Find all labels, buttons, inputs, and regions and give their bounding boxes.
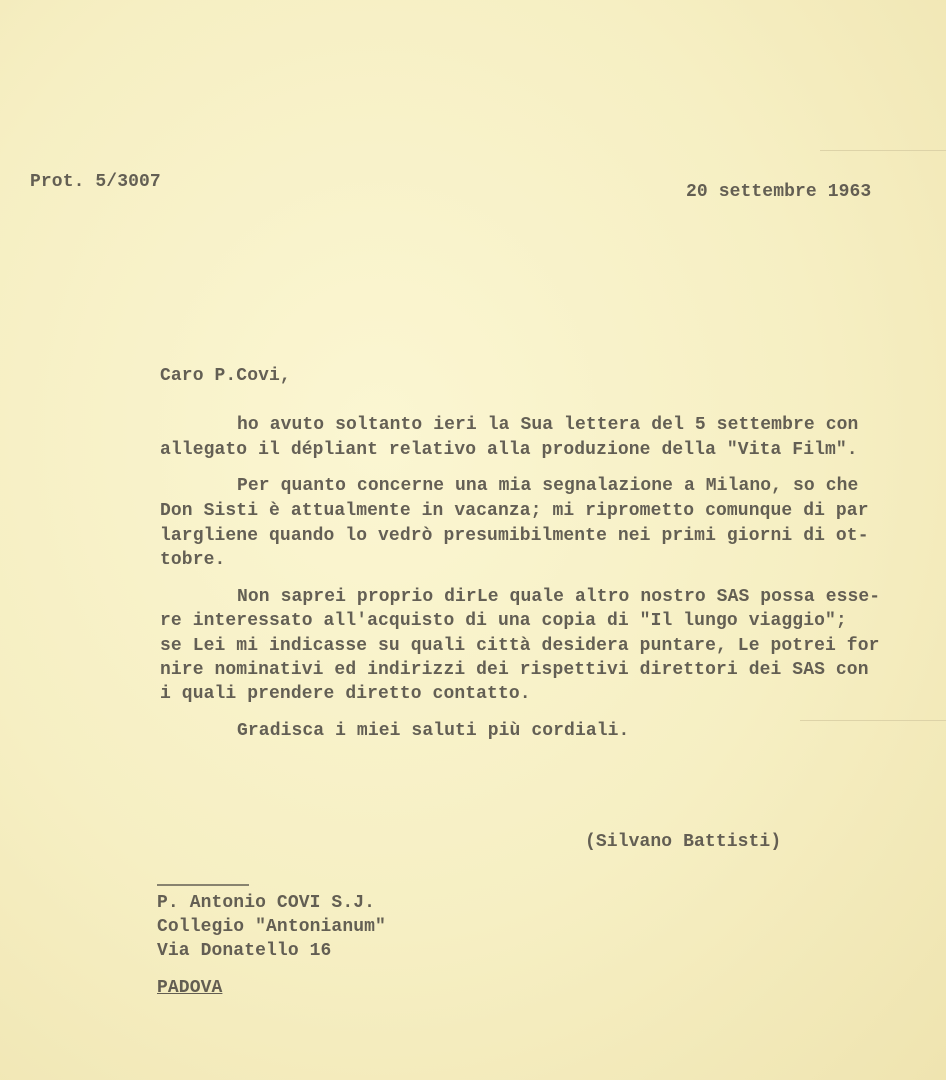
body-line: re interessato all'acquisto di una copia di "Il lungo viaggio"; — [160, 611, 847, 631]
address-divider — [157, 884, 249, 886]
address-line-2: Collegio "Antonianum" — [157, 917, 386, 937]
closing-line: Gradisca i miei saluti più cordiali. — [237, 721, 630, 741]
address-city: PADOVA — [157, 978, 223, 998]
salutation: Caro P.Covi, — [160, 366, 291, 386]
signature: (Silvano Battisti) — [585, 832, 782, 852]
body-line: allegato il dépliant relativo alla produzione della "Vita Film". — [160, 440, 858, 460]
body-line: ho avuto soltanto ieri la Sua lettera del 5 settembre con — [237, 415, 859, 435]
paper-fold — [800, 720, 946, 721]
body-line: Non saprei proprio dirLe quale altro nostro SAS possa esse- — [237, 587, 881, 607]
body-line: Don Sisti è attualmente in vacanza; mi riprometto comunque di par — [160, 501, 869, 521]
address-line-1: P. Antonio COVI S.J. — [157, 893, 376, 913]
body-line: i quali prendere diretto contatto. — [160, 684, 531, 704]
body-line: Per quanto concerne una mia segnalazione a Milano, so che — [237, 476, 859, 496]
body-line: se Lei mi indicasse su quali città desidera puntare, Le potrei for — [160, 636, 880, 656]
body-line: largliene quando lo vedrò presumibilmente nei primi giorni di ot- — [160, 526, 869, 546]
body-line: tobre. — [160, 550, 226, 570]
body-line: nire nominativi ed indirizzi dei rispettivi direttori dei SAS con — [160, 660, 869, 680]
protocol-number: Prot. 5/3007 — [30, 172, 161, 192]
address-line-3: Via Donatello 16 — [157, 941, 332, 961]
paper-fold — [820, 150, 946, 151]
letter-date: 20 settembre 1963 — [686, 182, 872, 202]
